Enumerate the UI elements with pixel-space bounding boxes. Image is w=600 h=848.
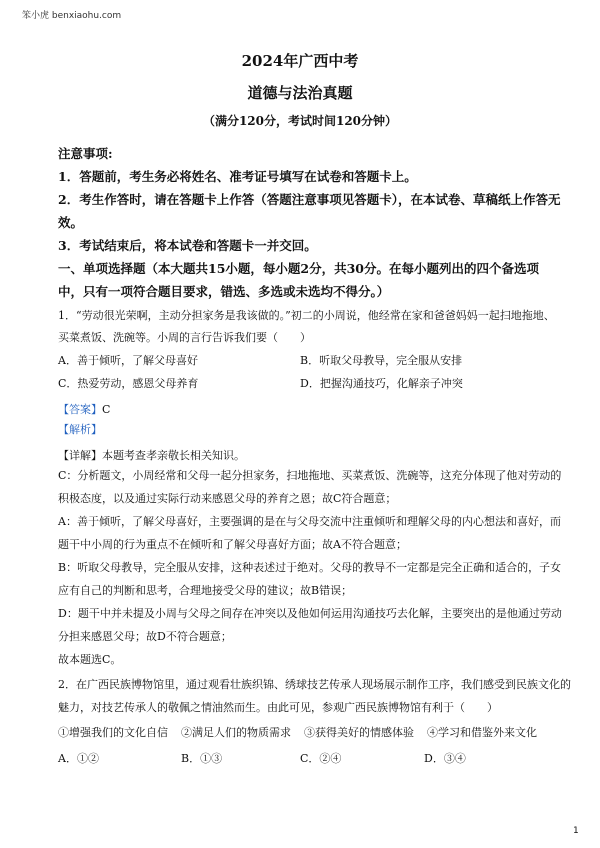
q1-expl-b-b: 应有自己的判断和思考，合理地接受父母的建议；故B错误；	[58, 584, 353, 597]
answer-value: C	[102, 403, 111, 416]
q1-answer	[58, 398, 110, 417]
exam-meta: （满分120分，考试时间120分钟）	[202, 114, 398, 128]
q1-expl-a-b: 题干中小周的行为重点不在倾听和了解父母喜好方面；故A不符合题意；	[58, 538, 407, 551]
notice-item-1: 1．答题前，考生务必将姓名、准考证号填写在试卷和答题卡上。	[58, 169, 417, 184]
notice-item-2b: 效。	[58, 215, 84, 230]
q2-option-b: B．①③	[181, 752, 223, 765]
q2-stem-a: 2．在广西民族博物馆里，通过观看壮族织锦、绣球技艺传承人现场展示制作工序，我们感受到民族文化的	[58, 678, 571, 691]
q2-item-1: ①增强我们的文化自信	[58, 726, 168, 739]
q1-detail	[58, 444, 245, 463]
q1-conclusion: 故本题选C。	[58, 653, 122, 666]
q1-expl-a-a: A：善于倾听，了解父母喜好，主要强调的是在与父母交流中注重倾听和理解父母的内心想法和喜好，而	[58, 515, 561, 528]
notice-item-3: 3．考试结束后，将本试卷和答题卡一并交回。	[58, 238, 317, 253]
section-heading-a: 一、单项选择题（本大题共15小题，每小题2分，共30分。在每小题列出的四个备选项	[58, 261, 539, 276]
q1-option-a: A．善于倾听，了解父母喜好	[58, 354, 198, 367]
q2-option-c: C．②④	[300, 752, 342, 765]
q2-item-2: ②满足人们的物质需求	[181, 726, 291, 739]
q1-option-b: B．听取父母教导，完全服从安排	[300, 354, 463, 367]
page-number: 1	[573, 826, 579, 836]
q1-expl-c-b: 积极态度，以及通过实际行动来感恩父母的养育之恩；故C符合题意；	[58, 492, 397, 505]
q2-option-d: D．③④	[424, 752, 466, 765]
q2-item-4: ④学习和借鉴外来文化	[427, 726, 537, 739]
detail-label: 【详解】	[58, 449, 102, 462]
answer-label: 【答案】	[58, 403, 102, 416]
q2-item-3: ③获得美好的情感体验	[304, 726, 414, 739]
q1-expl-d-b: 分担来感恩父母；故D不符合题意；	[58, 630, 232, 643]
q1-expl-b-a: B：听取父母教导，完全服从安排，这种表述过于绝对。父母的教导不一定都是完全正确和适合的，子女	[58, 561, 562, 574]
q1-expl-d-a: D：题干中并未提及小周与父母之间存在冲突以及他如何运用沟通技巧去化解，主要突出的是他通过劳动	[58, 607, 562, 620]
detail-text: 本题考查孝亲敬长相关知识。	[102, 449, 245, 462]
q2-option-a: A．①②	[58, 752, 99, 765]
q1-stem-b: 买菜煮饭、洗碗等。小周的言行告诉我们要（ ）	[58, 331, 311, 344]
q1-expl-c-a: C：分析题文，小周经常和父母一起分担家务，扫地拖地、买菜煮饭、洗碗等，这充分体现了他对劳动的	[58, 469, 562, 482]
q1-option-c: C．热爱劳动，感恩父母养育	[58, 377, 199, 390]
notice-heading: 注意事项:	[58, 146, 113, 161]
exam-title: 2024年广西中考	[241, 52, 359, 70]
notice-item-2a: 2．考生作答时，请在答题卡上作答（答题注意事项见答题卡），在本试卷、草稿纸上作答无	[58, 192, 561, 207]
section-heading-b: 中，只有一项符合题目要求，错选、多选或未选均不得分。）	[58, 284, 390, 299]
q1-option-d: D．把握沟通技巧，化解亲子冲突	[300, 377, 463, 390]
q2-stem-b: 魅力，对技艺传承人的敬佩之情油然而生。由此可见，参观广西民族博物馆有利于（ ）	[58, 701, 498, 714]
q1-stem-a: 1．“劳动很光荣啊，主动分担家务是我该做的。”初二的小周说，他经常在家和爸爸妈妈一起扫地拖地、	[58, 309, 555, 322]
header-source: 笨小虎 benxiaohu.com	[22, 11, 122, 21]
exam-subject: 道德与法治真题	[247, 84, 353, 102]
analysis-label: 【解析】	[58, 423, 102, 436]
